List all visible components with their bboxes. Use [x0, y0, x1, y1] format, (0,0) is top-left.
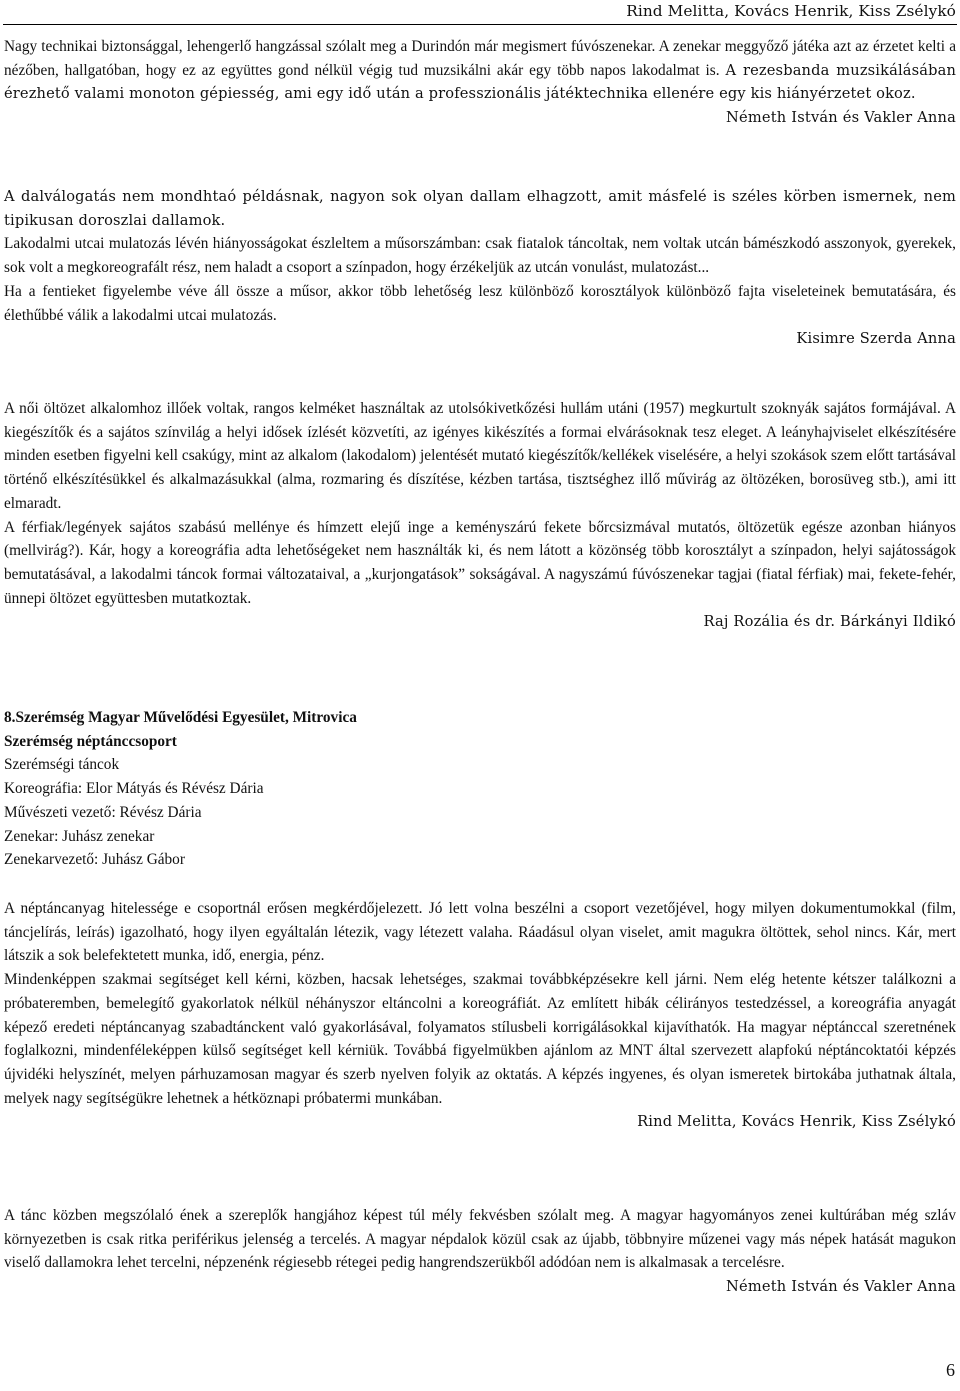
- review-section-b: [4, 185, 956, 351]
- entry-band-leader: Zenekarvezető: Juhász Gábor: [4, 851, 185, 869]
- paragraph-professional-help: Mindenképpen szakmai segítséget kell kérni, közben, hacsak lehetséges, szakmai továbbképzésekre kell járni. Nem elég hetente kétszer találkozni a próbateremben, bemelegítő gyakorlatok nélkül néhányszor eltáncolni a koreográfiát. Az említett hibák célirányos testedzéssel, a koreográfia anyagát képező eredeti néptáncanyag szabadtánckent való gyakorlásával, folyamatos stílusbeli korrigálásokkal kijavíthatók. Ha magyar néptánccal szeretnének foglalkozni, mindenféleképpen külső segítséget kell kérniük. Továbbá figyelmükben ajánlom az MNT által szervezett alapfokú néptáncoktatói képzés újvidéki helyszínét, melyen párhuzamosan magyar és szerb nyelven folyik az oktatás. A képzés ingyenes, és olyan ismeretek birtokába juthatnak általa, melyek nagy segítségükre lehetnek a hétköznapi próbatermi munkában.: [4, 971, 956, 1107]
- review-section-c: [4, 397, 956, 634]
- entry-title: 8.Szerémség Magyar Művelődési Egyesület, Mitrovica: [4, 709, 357, 726]
- paragraph-suggestion: Ha a fentieket figyelembe véve áll össze a műsor, akkor több lehetőség lesz különböző korosztályok különböző fajta viseleteinek bemutatására, és élethűbbé válik a lakodalmi utcai mulatozás.: [4, 282, 956, 324]
- paragraph-male-costume: A férfiak/legények sajátos szabású mellénye és hímzett elejű inge a keményszárú fekete bőrcsizmával mutatós, öltözetük egésze azonban hiányos (mellvirág?). Kár, hogy a koreográfia adta lehetőségeket nem használták ki, és nem látott a közönség több korosztályt a színpadon, helyi sajátosságok bemutatásával, a lakodalmi táncok formai változataival, a „kurjongatások” sokságával. A nagyszámú fúvószenekar tagjai (fiatal férfiak) mai, fekete-fehér, ünnepi öltözet együttesben mutatkoztak.: [4, 518, 956, 607]
- paragraph-wedding-procession: Lakodalmi utcai mulatozás lévén hiányosságokat észleltem a műsorszámban: csak fiatalok táncoltak, nem voltak utcán bámészkodó asszonyok, gyerekek, sok volt a megkoreografált rész, nem haladt a csoport a színpadon, hogy érzékeljük az utcán vonulást, mulatozást...: [4, 235, 956, 277]
- signature-kisimre: Kisimre Szerda Anna: [796, 330, 956, 348]
- running-header: Rind Melitta, Kovács Henrik, Kiss Zsélykó: [626, 2, 956, 20]
- signature-raj-barkanyi: Raj Rozália és dr. Bárkányi Ildikó: [703, 613, 956, 631]
- signature-nemeth-vakler-2: Németh István és Vakler Anna: [726, 1278, 956, 1296]
- header-rule: [3, 24, 957, 25]
- paragraph-singing: A tánc közben megszólaló ének a szereplők hangjához képest túl mély fekvésben szólalt meg. A magyar hagyományos zenei kultúrában még szláv környezetben is csak ritka periférikus jelenség a tercelés. A magyar népdalok közül csak az újabb, többnyire műzenei vagy más népek hatását magukon viselő dallamokra lehet tercelni, népzenénk régiesebb rétegei pedig hangrendszerükből adódóan nem is alkalmasak a tercelésre.: [4, 1207, 956, 1272]
- paragraph-text-tail: A rezesbanda muzsikálásában érezhető valami monoton gépiesség, ami egy idő után a professzionális játéktechnika ellenére egy kis hiányérzetet okoz.: [4, 61, 957, 103]
- entry-artistic-director: Művészeti vezető: Révész Dária: [4, 803, 202, 821]
- signature-nemeth-vakler: Németh István és Vakler Anna: [726, 109, 956, 127]
- paragraph-song-selection: A dalválogatás nem mondhtaó példásnak, nagyon sok olyan dallam elhagzott, amit másfelé is széles körben ismernek, nem tipikusan doroszlai dallamok.: [4, 188, 956, 229]
- review-section-a: [4, 35, 956, 130]
- signature-rind-kovacs-kiss: Rind Melitta, Kovács Henrik, Kiss Zsélykó: [637, 1113, 956, 1131]
- review-section-e: [4, 1204, 956, 1299]
- entry-group: Szerémség néptánccsoport: [4, 732, 177, 750]
- page-number: 6: [946, 1360, 955, 1381]
- entry-dance: Szerémségi táncok: [4, 756, 120, 774]
- paragraph-brass-band: [4, 35, 956, 106]
- entry-info: [4, 706, 956, 872]
- review-section-d: [4, 897, 956, 1134]
- paragraph-authenticity: A néptáncanyag hitelessége e csoportnál erősen megkérdőjelezett. Jó lett volna beszélni a csoport vezetőjével, hogy milyen dokumentumokkal (film, táncjelírás, leírás) igazolható, hogy ilyen egyáltalán létezik, vagy létezett valaha. Ráadásul olyan viselet, amit magukra öltöttek, sehol nincs. Kár, mert látszik a sok belefektetett munka, idő, energia, pénz.: [4, 900, 956, 965]
- entry-band: Zenekar: Juhász zenekar: [4, 827, 155, 845]
- paragraph-female-costume: A női öltözet alkalomhoz illőek voltak, rangos kelméket használtak az utolsókivetkőzési hullám utáni (1957) megkurtult szoknyák sajátos formájával. A kiegészítők és a sajátos színvilág a helyi idősek ízlését közvetíti, az igényes kikészítés a formai elvárásoknak tesz eleget. A leányhajviselet elkészítésére minden esetben figyelni kell csakúgy, mint az alkalom (lakodalom) jelentését mutató kiegészítők/kellékek viselésére, a helyi szokások szem előtt tartásával történő elkészítésükkel és alkalmazásukkal (alma, rozmaring és díszítése, kézben tartása, tisztséghez illő művirág az öltözéken, borosüveg stb.), ami itt elmaradt.: [4, 400, 956, 512]
- paragraph-text: Nagy technikai biztonsággal, lehengerlő hangzással szólalt meg a Durindón már megismert fúvószenekar. A zenekar meggyőző játéka azt az érzetet kelti a nézőben, hallgatóban, hogy ez az együttes gond nélkül végig tud muzsikálni akár egy több napos lakodalmat is.: [4, 38, 956, 79]
- entry-choreography: Koreográfia: Elor Mátyás és Révész Dária: [4, 780, 264, 798]
